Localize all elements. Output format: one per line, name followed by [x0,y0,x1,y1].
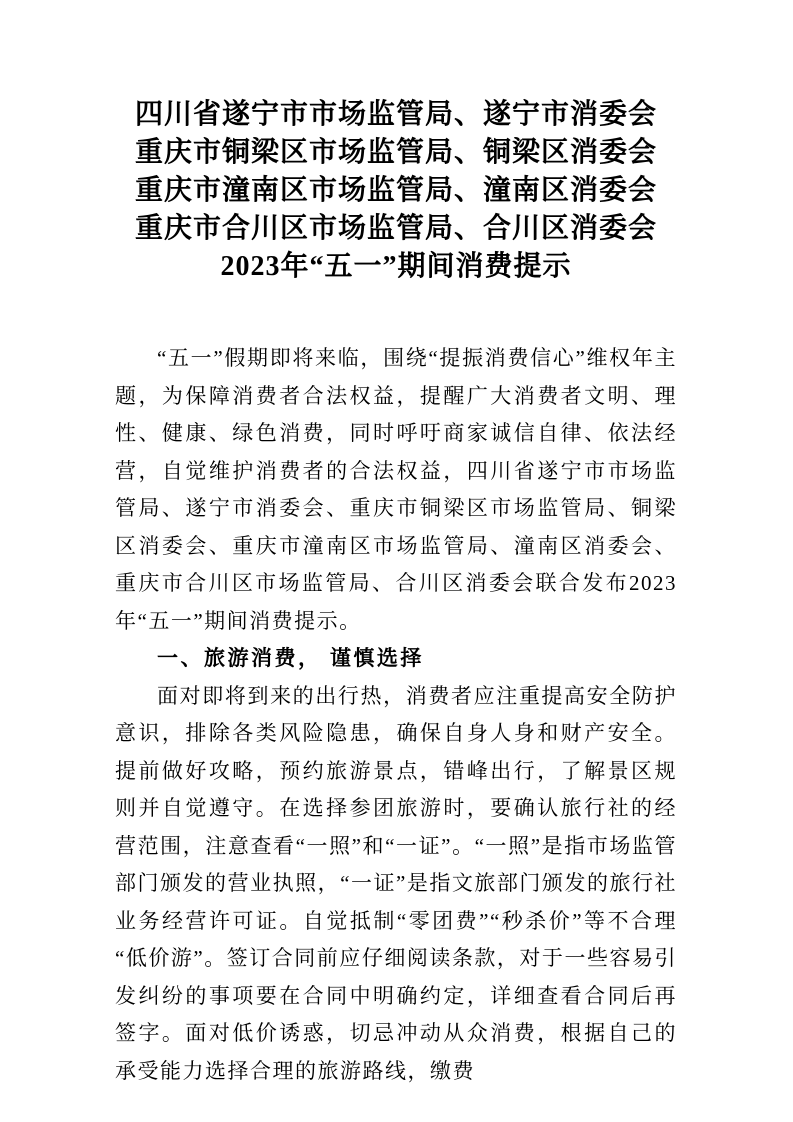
section-1-paragraph: 面对即将到来的出行热，消费者应注重提高安全防护意识，排除各类风险隐患，确保自身人身和财产安全。提前做好攻略，预约旅游景点，错峰出行，了解景区规则并自觉遵守。在选择参团旅游时，要确认旅行社的经营范围，注意查看“一照”和“一证”。“一照”是指市场监管部门颁发的营业执照，“一证”是指文旅部门颁发的旅行社业务经营许可证。自觉抵制“零团费”“秒杀价”等不合理“低价游”。签订合同前应仔细阅读条款，对于一些容易引发纠纷的事项要在合同中明确约定，详细查看合同后再签字。面对低价诱惑，切忌冲动从众消费，根据自己的承受能力选择合理的旅游路线，缴费 [115,683,677,1083]
title-line-subject: 2023年“五一”期间消费提示 [220,251,572,282]
document-body [115,340,677,1090]
title-line-tongnan: 重庆市潼南区市场监管局、潼南区消委会 [134,175,657,206]
intro-paragraph: “五一”假期即将来临，围绕“提振消费信心”维权年主题，为保障消费者合法权益，提醒广大消费者文明、理性、健康、绿色消费，同时呼吁商家诚信自律、依法经营，自觉维护消费者的合法权益，四川省遂宁市市场监管局、遂宁市消委会、重庆市铜梁区市场监管局、铜梁区消委会、重庆市潼南区市场监管局、潼南区消委会、重庆市合川区市场监管局、合川区消委会联合发布2023年“五一”期间消费提示。 [115,346,677,633]
document-title-block [115,96,677,286]
title-line-tongliang: 重庆市铜梁区市场监管局、铜梁区消委会 [134,137,657,168]
title-line-suining: 四川省遂宁市市场监管局、遂宁市消委会 [134,99,657,130]
title-line-hechuan: 重庆市合川区市场监管局、合川区消委会 [134,213,657,244]
section-1-heading: 一、旅游消费， 谨慎选择 [157,647,424,670]
